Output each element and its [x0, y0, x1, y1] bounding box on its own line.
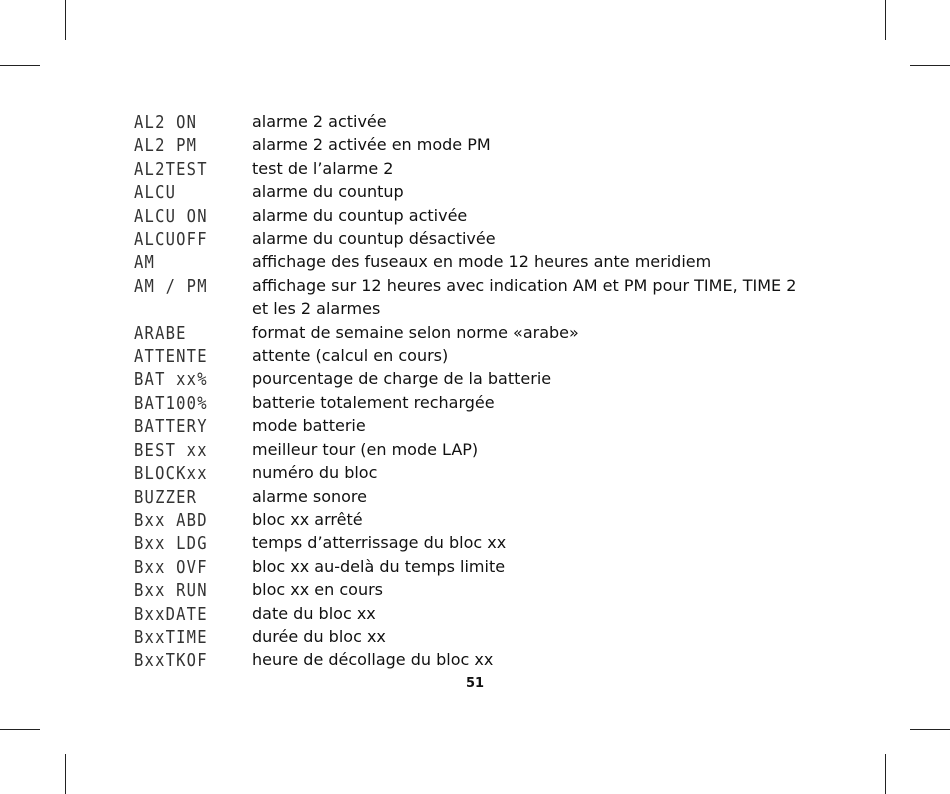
glossary-row — [134, 204, 814, 227]
glossary-row — [134, 414, 814, 437]
glossary-row — [134, 180, 814, 203]
glossary-row — [134, 531, 814, 554]
code-description: heure de décollage du bloc xx — [252, 650, 494, 670]
code-description: meilleur tour (en mode LAP) — [252, 439, 479, 459]
crop-mark-top-right-horizontal — [910, 65, 950, 66]
code-description: affichage sur 12 heures avec indication AM et PM pour TIME, TIME 2 et les 2 alarmes — [252, 275, 797, 319]
glossary-row — [134, 578, 814, 601]
glossary-row — [134, 625, 814, 648]
code-description: alarme 2 activée — [252, 112, 387, 131]
lcd-code: ALCU — [134, 182, 177, 203]
lcd-code: ALCUOFF — [134, 229, 208, 250]
lcd-code: Bxx ABD — [134, 510, 208, 531]
lcd-code: Bxx OVF — [134, 556, 208, 578]
code-description: durée du bloc xx — [252, 626, 386, 646]
lcd-code: ATTENTE — [134, 346, 208, 367]
glossary-row — [134, 508, 814, 531]
code-description: pourcentage de charge de la batterie — [252, 369, 552, 389]
glossary-row — [134, 274, 814, 321]
lcd-code: BAT xx% — [134, 369, 208, 390]
code-description: mode batterie — [252, 416, 366, 436]
lcd-code: BxxTIME — [134, 627, 208, 648]
lcd-code: ALCU ON — [134, 205, 208, 227]
crop-mark-top-left-horizontal — [0, 65, 40, 66]
code-description: alarme sonore — [252, 486, 367, 506]
glossary-row — [134, 321, 814, 344]
glossary-row — [134, 157, 814, 180]
glossary-row — [134, 485, 814, 508]
lcd-code: BAT100% — [134, 393, 208, 414]
code-description: batterie totalement rechargée — [252, 392, 495, 412]
code-description: temps d’atterrissage du bloc xx — [252, 533, 507, 553]
lcd-code: ARABE — [134, 322, 187, 344]
lcd-code: BEST xx — [134, 439, 208, 461]
code-description: alarme du countup — [252, 182, 404, 202]
crop-mark-bottom-right-horizontal — [910, 729, 950, 730]
lcd-code: AL2TEST — [134, 159, 208, 180]
code-description: test de l’alarme 2 — [252, 158, 394, 178]
glossary-row — [134, 367, 814, 390]
glossary-row — [134, 133, 814, 156]
lcd-code: Bxx RUN — [134, 580, 208, 601]
lcd-code: BATTERY — [134, 416, 208, 437]
glossary-row — [134, 602, 814, 625]
lcd-code: BxxTKOF — [134, 650, 208, 671]
code-description: numéro du bloc — [252, 463, 378, 483]
code-description: bloc xx arrêté — [252, 509, 363, 529]
code-description: bloc xx au-delà du temps limite — [252, 556, 506, 576]
code-description: affichage des fuseaux en mode 12 heures ante meridiem — [252, 252, 712, 272]
crop-mark-top-left-vertical — [65, 0, 66, 40]
code-description: alarme 2 activée en mode PM — [252, 135, 491, 155]
code-description: format de semaine selon norme «arabe» — [252, 322, 579, 342]
crop-mark-bottom-right-vertical — [885, 754, 886, 794]
code-description: attente (calcul en cours) — [252, 346, 449, 366]
glossary-row — [134, 555, 814, 578]
lcd-code: AM / PM — [134, 276, 208, 297]
glossary-row — [134, 461, 814, 484]
glossary-row — [134, 344, 814, 367]
crop-mark-top-right-vertical — [885, 0, 886, 40]
lcd-code: AL2 PM — [134, 135, 198, 156]
lcd-code: BxxDATE — [134, 603, 208, 624]
lcd-code: Bxx LDG — [134, 533, 208, 554]
lcd-code: BLOCKxx — [134, 463, 208, 484]
display-code-glossary — [134, 110, 814, 672]
code-description: date du bloc xx — [252, 603, 376, 623]
glossary-row — [134, 438, 814, 461]
lcd-code: BUZZER — [134, 486, 198, 507]
code-description: bloc xx en cours — [252, 580, 384, 600]
lcd-code: AL2 ON — [134, 112, 198, 133]
code-description: alarme du countup activée — [252, 205, 468, 225]
crop-mark-bottom-left-horizontal — [0, 729, 40, 730]
lcd-code: AM — [134, 252, 156, 273]
glossary-row — [134, 250, 814, 273]
glossary-row — [134, 227, 814, 250]
code-description: alarme du countup désactivée — [252, 229, 496, 249]
glossary-row — [134, 648, 814, 671]
glossary-row — [134, 391, 814, 414]
crop-mark-bottom-left-vertical — [65, 754, 66, 794]
glossary-row — [134, 110, 814, 133]
page-number: 51 — [465, 676, 485, 691]
